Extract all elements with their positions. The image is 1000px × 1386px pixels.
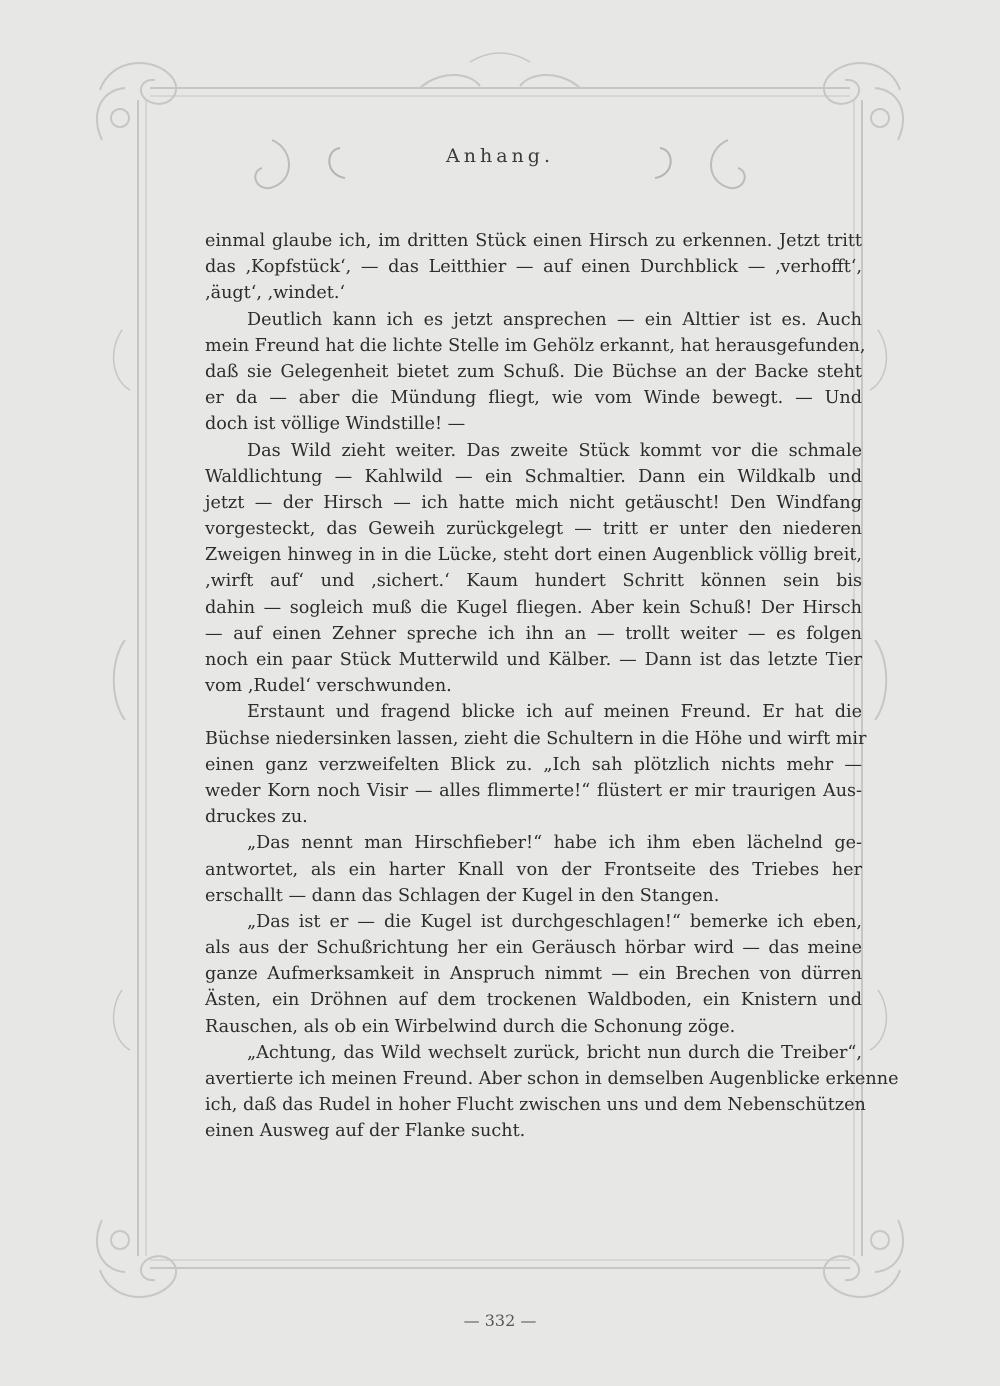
text-line: Rauschen, als ob ein Wirbelwind durch die Schonung zöge. [205, 1016, 736, 1037]
text-line: Waldlichtung — Kahlwild — ein Schmaltier. Dann ein Wildkalb und [205, 466, 862, 487]
text-line: „Achtung, das Wild wechselt zurück, bricht nun durch die Treiber“, [247, 1042, 862, 1063]
text-line: er da — aber die Mündung fliegt, wie vom Winde bewegt. — Und [205, 388, 862, 409]
text-line: Büchse niedersinken lassen, zieht die Schultern in die Höhe und wirft mir [205, 728, 867, 749]
text-line: vom ‚Rudel‘ verschwunden. [205, 676, 452, 697]
text-line: daß sie Gelegenheit bietet zum Schuß. Die Büchse an der Backe steht [205, 361, 862, 382]
text-line: ich, daß das Rudel in hoher Flucht zwischen uns und dem Nebenschützen [205, 1095, 866, 1116]
text-line: Deutlich kann ich es jetzt ansprechen — ein Alttier ist es. Auch [247, 309, 862, 330]
text-line: ganze Aufmerksamkeit in Anspruch nimmt — ein Brechen von dürren [205, 964, 862, 985]
text-line: einen Ausweg auf der Flanke sucht. [205, 1121, 526, 1142]
running-header: Anhang. [446, 145, 554, 167]
text-line: Das Wild zieht weiter. Das zweite Stück kommt vor die schmale [247, 440, 862, 461]
text-line: erschallt — dann das Schlagen der Kugel in den Stangen. [205, 885, 720, 906]
text-line: einmal glaube ich, im dritten Stück einen Hirsch zu erkennen. Jetzt tritt [205, 231, 862, 251]
text-line: einen ganz verzweifelten Blick zu. „Ich sah plötzlich nichts mehr — [205, 754, 862, 775]
text-line: „Das nennt man Hirschfieber!“ habe ich ihm eben lächelnd ge- [247, 833, 862, 854]
text-line: vorgesteckt, das Geweih zurückgelegt — tritt er unter den niederen [205, 519, 862, 540]
text-line: doch ist völlige Windstille! — [205, 414, 466, 435]
text-line: ‚äugt‘, ‚windet.‘ [205, 283, 346, 304]
text-line: — auf einen Zehner spreche ich ihn an — trollt weiter — es folgen [205, 623, 862, 644]
text-line: druckes zu. [205, 807, 308, 828]
text-line: avertierte ich meinen Freund. Aber schon in demselben Augenblicke erkenne [205, 1069, 899, 1089]
text-line: noch ein paar Stück Mutterwild und Kälber. — Dann ist das letzte Tier [205, 650, 862, 670]
text-line: weder Korn noch Visir — alles flimmerte!“ flüstert er mir traurigen Aus- [205, 780, 862, 801]
text-line: dahin — sogleich muß die Kugel fliegen. Aber kein Schuß! Der Hirsch [205, 597, 862, 618]
body-text [205, 228, 899, 1145]
text-line: Zweigen hinweg in in die Lücke, steht dort einen Augenblick völlig breit, [205, 545, 862, 566]
page-number: — 332 — [463, 1311, 537, 1330]
text-line: antwortet, als ein harter Knall von der Frontseite des Triebes her [205, 859, 862, 880]
text-line: das ‚Kopfstück‘, — das Leitthier — auf einen Durchblick — ‚verhofft‘, [205, 257, 862, 278]
text-line: Erstaunt und fragend blicke ich auf meinen Freund. Er hat die [247, 702, 862, 723]
text-line: mein Freund hat die lichte Stelle im Gehölz erkannt, hat herausgefunden, [205, 335, 866, 356]
text-line: jetzt — der Hirsch — ich hatte mich nicht getäuscht! Den Windfang [205, 492, 862, 513]
text-line: Ästen, ein Dröhnen auf dem trockenen Waldboden, ein Knistern und [205, 990, 862, 1011]
text-line: „Das ist er — die Kugel ist durchgeschlagen!“ bemerke ich eben, [247, 911, 862, 932]
text-line: ‚wirft auf‘ und ‚sichert.‘ Kaum hundert Schritt können sein bis [205, 571, 862, 592]
text-line: als aus der Schußrichtung her ein Geräusch hörbar wird — das meine [205, 938, 862, 959]
